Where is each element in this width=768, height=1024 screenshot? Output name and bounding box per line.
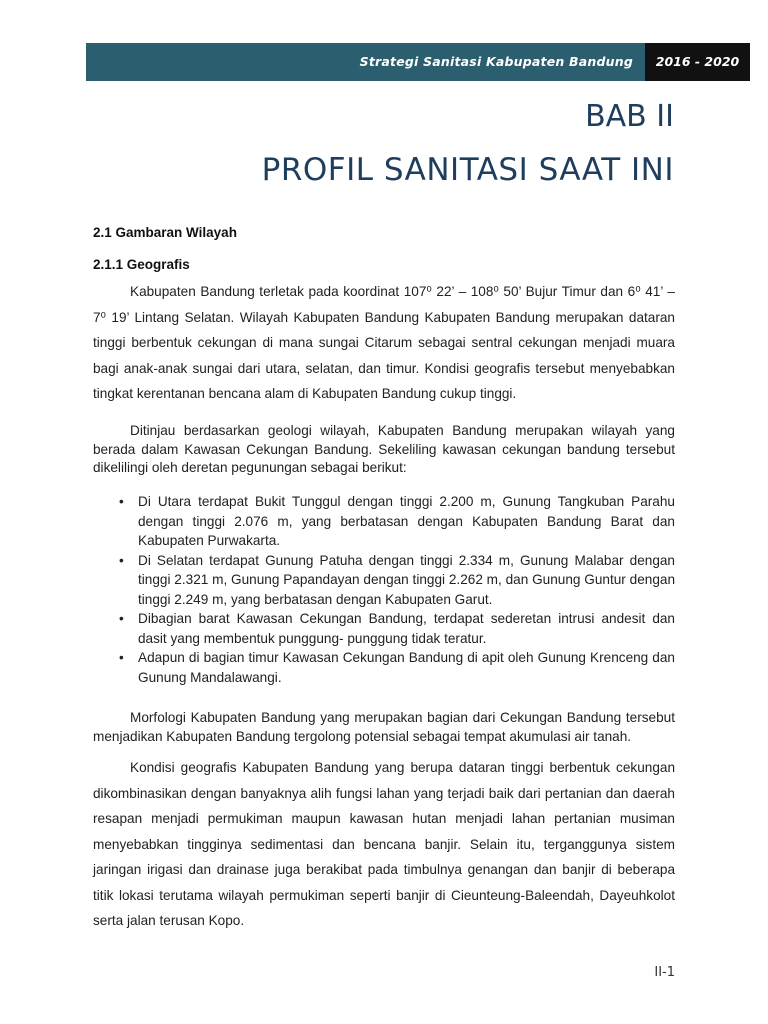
paragraph-morfologi: Morfologi Kabupaten Bandung yang merupakan bagian dari Cekungan Bandung tersebut menjadikan Kabupaten Bandung tergolong potensial sebagai tempat akumulasi air tanah. bbox=[93, 710, 675, 744]
list-item: • Dibagian barat Kawasan Cekungan Bandung, terdapat sederetan intrusi andesit dan dasit yang membentuk punggung- punggung tidak teratur. bbox=[119, 611, 675, 646]
year-range: 2016 - 2020 bbox=[655, 54, 740, 69]
document-title: Strategi Sanitasi Kabupaten Bandung bbox=[359, 54, 633, 69]
bullet-icon: • bbox=[119, 494, 124, 509]
section-heading-2-1-1: 2.1.1 Geografis bbox=[93, 257, 190, 272]
page-number: II-1 bbox=[654, 965, 675, 980]
paragraph-koordinat: Kabupaten Bandung terletak pada koordinat 107⁰ 22’ – 108⁰ 50’ Bujur Timur dan 6⁰ 41’ – 7⁰ 19’ Lintang Selatan. Wilayah Kabupaten Bandung Kabupaten Bandung merupakan dataran tinggi berbentuk cekungan di mana sungai Citarum sebagai sentral cekungan menjadi muara bagi anak-anak sungai dari utara, selatan, dan timur. Kondisi geografis tersebut menyebabkan tingkat kerentanan bencana alam di Kabupaten Bandung cukup tinggi. bbox=[93, 284, 675, 401]
year-badge bbox=[645, 43, 750, 81]
list-item: • Adapun di bagian timur Kawasan Cekungan Bandung di apit oleh Gunung Krenceng dan Gunung Mandalawangi. bbox=[119, 650, 675, 685]
header-bar bbox=[86, 43, 645, 81]
paragraph-kondisi: Kondisi geografis Kabupaten Bandung yang berupa dataran tinggi berbentuk cekungan dikombinasikan dengan banyaknya alih fungsi lahan yang terjadi baik dari pertanian dan daerah resapan menjadi permukiman maupun kawasan hutan menjadi lahan pertanian musiman menyebabkan tingginya sedimentasi dan bencana banjir. Selain itu, terganggunya sistem jaringan irigasi dan drainase juga berakibat pada timbulnya genangan dan banjir di beberapa titik lokasi terutama wilayah permukiman seperti banjir di Cieunteung-Baleendah, Dayeuhkolot serta jalan terusan Kopo. bbox=[93, 760, 675, 928]
list-item: • Di Utara terdapat Bukit Tunggul dengan tinggi 2.200 m, Gunung Tangkuban Parahu dengan tinggi 2.076 m, yang berbatasan dengan Kabupaten Bandung Barat dan Kabupaten Purwakarta. bbox=[119, 494, 675, 548]
section-heading-2-1: 2.1 Gambaran Wilayah bbox=[93, 225, 237, 240]
chapter-number: BAB II bbox=[585, 99, 674, 134]
bullet-icon: • bbox=[119, 650, 124, 665]
chapter-title: PROFIL SANITASI SAAT INI bbox=[261, 152, 674, 188]
list-item: • Di Selatan terdapat Gunung Patuha dengan tinggi 2.334 m, Gunung Malabar dengan tinggi 2.321 m, Gunung Papandayan dengan tinggi 2.262 m, dan Gunung Guntur dengan tinggi 2.249 m, yang berbatasan dengan Kabupaten Garut. bbox=[119, 552, 675, 607]
bullet-icon: • bbox=[119, 611, 124, 626]
mountain-list bbox=[93, 492, 675, 687]
bullet-icon: • bbox=[119, 552, 124, 568]
paragraph-geologi: Ditinjau berdasarkan geologi wilayah, Kabupaten Bandung merupakan wilayah yang berada dalam Kawasan Cekungan Bandung. Sekeliling kawasan cekungan bandung tersebut dikelilingi oleh deretan pegunungan sebagai berikut: bbox=[93, 423, 675, 475]
